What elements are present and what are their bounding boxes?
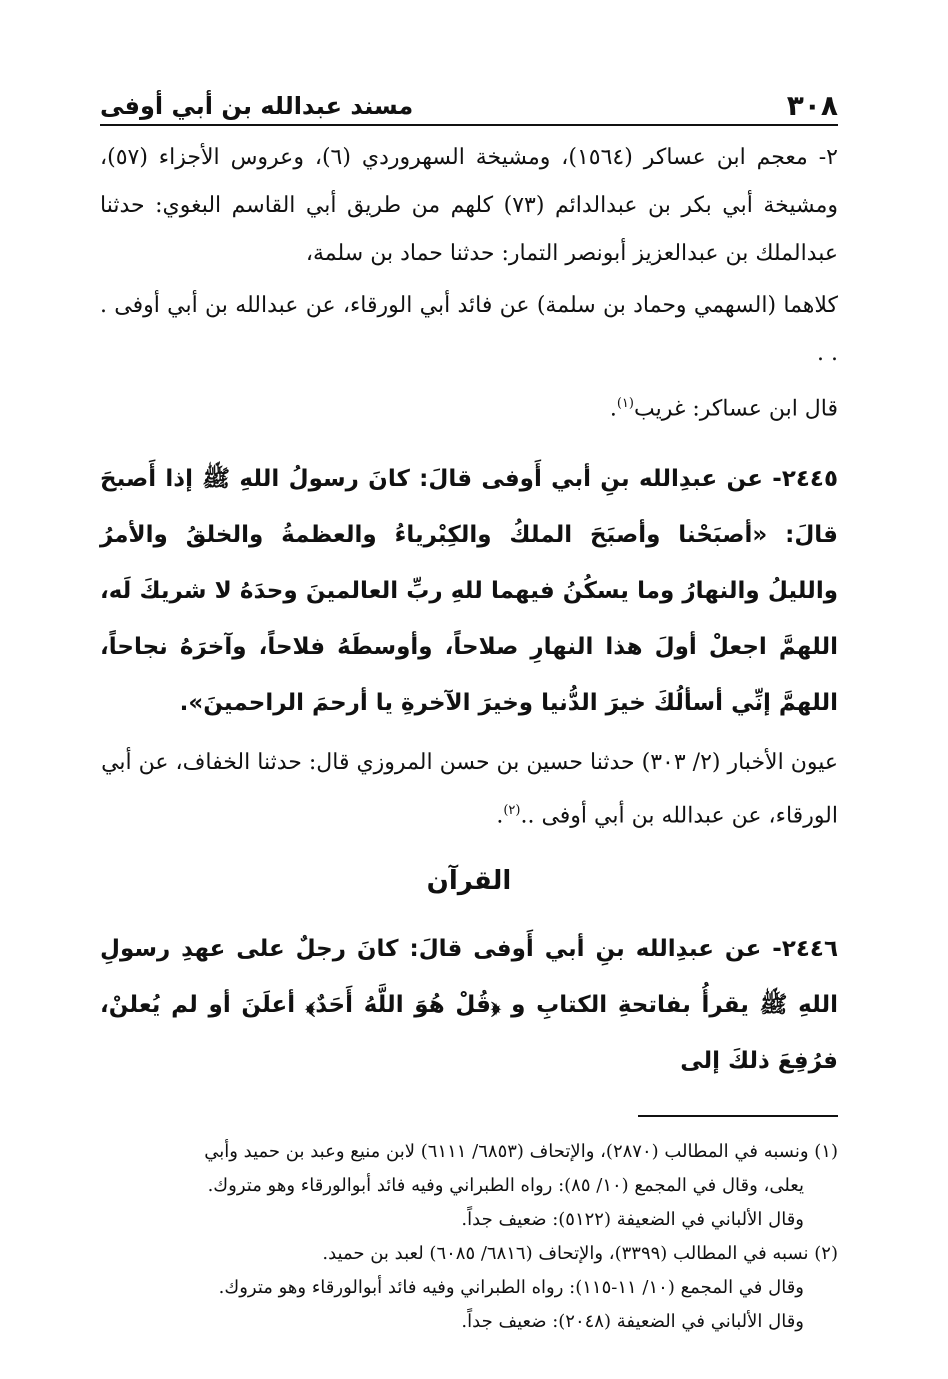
hadith-2446: ٢٤٤٦- عن عبدِالله بنِ أبي أَوفى قالَ: كانَ رجلٌ على عهدِ رسولِ اللهِ ﷺ يقرأُ بفاتحةِ الكتابِ و ﴿قُلْ هُوَ اللَّهُ أَحَدٌ﴾ أعلَنَ أو لم يُعلنْ، فرُفِعَ ذلكَ إلى [100, 935, 838, 1074]
section-title: القرآن [426, 865, 512, 896]
source-text: عيون الأخبار (٢/ ٣٠٣) حدثنا حسين بن حسن المروزي قال: حدثنا الخفاف، عن أبي الورقاء، عن عبدالله بن أبي أوفى .. [101, 750, 838, 829]
source-end: . [496, 803, 504, 829]
footnote-2-line-2: وقال في المجمع (١٠/ ١١-١١٥): رواه الطبراني وفيه فائد أبوالورقاء وهو متروك. [218, 1276, 804, 1298]
hadith-2445-source [100, 739, 838, 840]
footnotes [100, 1135, 838, 1339]
ibn-asakir-remark [100, 380, 838, 433]
footnote-2-line-1: (٢) نسبه في المطالب (٣٣٩٩)، والإتحاف (٦٨١٦/ ٦٠٨٥) لعبد بن حميد. [322, 1242, 838, 1264]
remark-text: قال ابن عساكر: غريب [633, 396, 838, 422]
takhrij-summary-paragraph: كلاهما (السهمي وحماد بن سلمة) عن فائد أبي الورقاء، عن عبدالله بن أبي أوفى . . . [100, 293, 838, 366]
remark-end: . [609, 396, 617, 422]
book-page [100, 82, 838, 1339]
footnote-1-line-3: وقال الألباني في الضعيفة (٥١٢٢): ضعيف جداً. [461, 1208, 804, 1230]
footnote-ref-2: (٢) [503, 803, 521, 819]
footnote-ref-1: (١) [616, 396, 634, 411]
takhrij-paragraph: ٢- معجم ابن عساكر (١٥٦٤)، ومشيخة السهروردي (٦)، وعروس الأجزاء (٥٧)، ومشيخة أبي بكر بن عبدالدائم (٧٣) كلهم من طريق أبي القاسم البغوي: حدثنا عبدالملك بن عبدالعزيز أبونصر التمار: حدثنا حماد بن سلمة، [100, 145, 838, 266]
footnote-1-line-2: يعلى، وقال في المجمع (١٠/ ٨٥): رواه الطبراني وفيه فائد أبوالورقاء وهو متروك. [207, 1174, 804, 1196]
footnote-1-line-1: (١) ونسبه في المطالب (٢٨٧٠)، والإتحاف (٦٨٥٣/ ٦١١١) لابن منيع وعبد بن حميد وأبي [204, 1140, 838, 1162]
footnote-separator-wrap [100, 1089, 838, 1117]
footnote-separator [638, 1115, 838, 1117]
running-header [100, 82, 838, 126]
hadith-2445: ٢٤٤٥- عن عبدِالله بنِ أبي أَوفى قالَ: كانَ رسولُ اللهِ ﷺ إذا أَصبحَ قالَ: «أصبَحْنا وأصبَحَ الملكُ والكِبْرياءُ والعظمةُ والخلقُ والأمرُ والليلُ والنهارُ وما يسكُنُ فيهما للهِ ربِّ العالمينَ وحدَهُ لا شريكَ لَه، اللهمَّ اجعلْ أولَ هذا النهارِ صلاحاً، وأوسطَهُ فلاحاً، وآخرَهُ نجاحاً، اللهمَّ إنِّي أسألُكَ خيرَ الدُّنيا وخيرَ الآخرةِ يا أرحمَ الراحمينَ». [100, 466, 838, 717]
running-title: مسند عبدالله بن أبي أوفى [100, 92, 414, 120]
footnote-2-line-3: وقال الألباني في الضعيفة (٢٠٤٨): ضعيف جداً. [461, 1310, 804, 1332]
page-number: ٣٠٨ [786, 89, 838, 122]
